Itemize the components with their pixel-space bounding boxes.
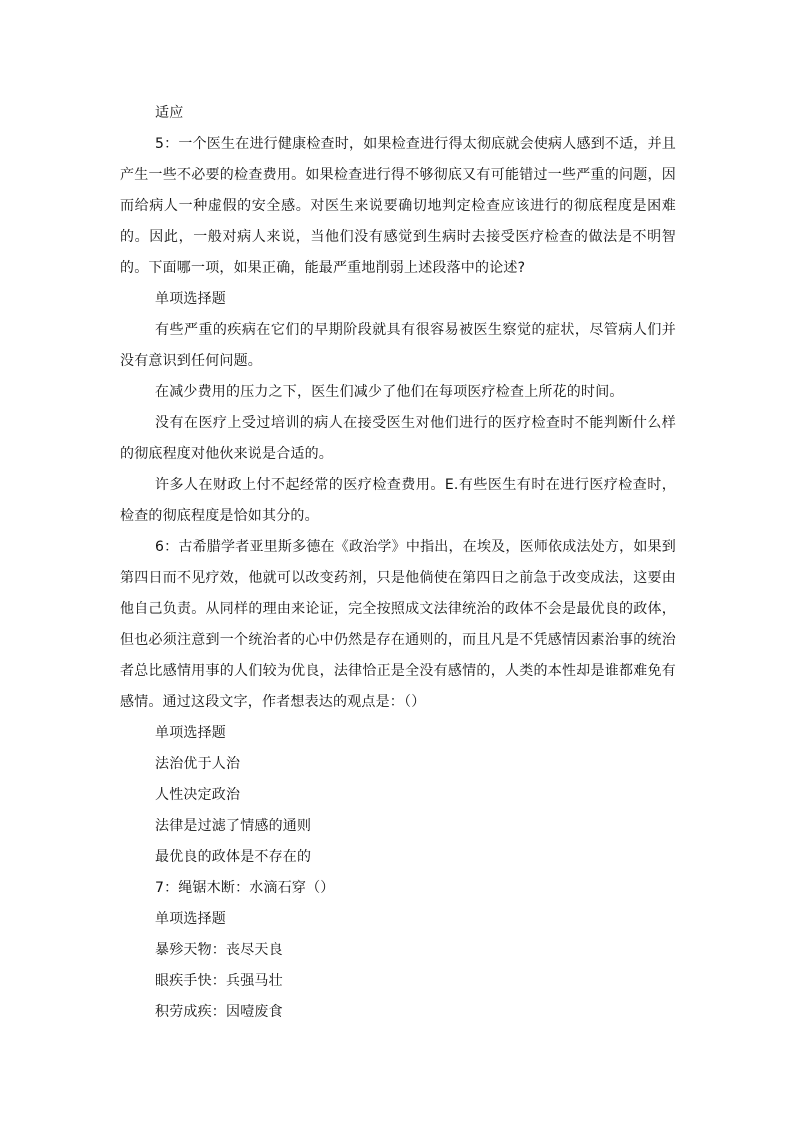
question-6-type: 单项选择题 xyxy=(155,725,226,741)
question-5-option-1: 有些严重的疾病在它们的早期阶段就具有很容易被医生察觉的症状，尽管病人们并没有意识到任何问题。 xyxy=(120,322,676,369)
question-6-option-1: 法治优于人治 xyxy=(155,756,241,772)
question-7-option-1: 暴殄天物：丧尽天良 xyxy=(155,942,283,958)
question-5-option-2: 在减少费用的压力之下，医生们减少了他们在每项医疗检查上所花的时间。 xyxy=(155,384,624,400)
question-6-stem: 6：古希腊学者亚里斯多德在《政治学》中指出，在埃及，医师依成法处方，如果到第四日而不见疗效，他就可以改变药剂，只是他倘使在第四日之前急于改变成法，这要由他自己负责。从同样的理由来论证，完全按照成文法律统治的政体不会是最优良的政体，但也必须注意到一个统治者的心中仍然是存在通则的，而且凡是不凭感情因素治事的统治者总比感情用事的人们较为优良，法律恰正是全没有感情的，人类的本性却是谁都难免有感情。通过这段文字，作者想表达的观点是：（） xyxy=(120,539,676,710)
question-7-type: 单项选择题 xyxy=(155,911,226,927)
question-7-option-3: 积劳成疾：因噎废食 xyxy=(155,1004,283,1020)
question-6-option-3: 法律是过滤了情感的通则 xyxy=(155,818,312,834)
document-body xyxy=(120,98,676,1028)
question-5-option-3: 没有在医疗上受过培训的病人在接受医生对他们进行的医疗检查时不能判断什么样的彻底程度对他伙来说是合适的。 xyxy=(120,415,676,462)
question-6-option-2: 人性决定政治 xyxy=(155,787,241,803)
line-continuation: 适应 xyxy=(155,105,184,121)
question-7-stem: 7：绳锯木断：水滴石穿（） xyxy=(155,880,335,896)
question-5-type: 单项选择题 xyxy=(155,291,226,307)
question-5-stem: 5：一个医生在进行健康检查时，如果检查进行得太彻底就会使病人感到不适，并且产生一些不必要的检查费用。如果检查进行得不够彻底又有可能错过一些严重的问题，因而给病人一种虚假的安全感。对医生来说要确切地判定检查应该进行的彻底程度是困难的。因此，一般对病人来说，当他们没有感觉到生病时去接受医疗检查的做法是不明智的。下面哪一项，如果正确，能最严重地削弱上述段落中的论述? xyxy=(120,136,676,276)
question-6-option-4: 最优良的政体是不存在的 xyxy=(155,849,312,865)
question-5-option-4: 许多人在财政上付不起经常的医疗检查费用。E.有些医生有时在进行医疗检查时，检查的彻底程度是恰如其分的。 xyxy=(120,477,676,524)
question-7-option-2: 眼疾手快：兵强马壮 xyxy=(155,973,283,989)
